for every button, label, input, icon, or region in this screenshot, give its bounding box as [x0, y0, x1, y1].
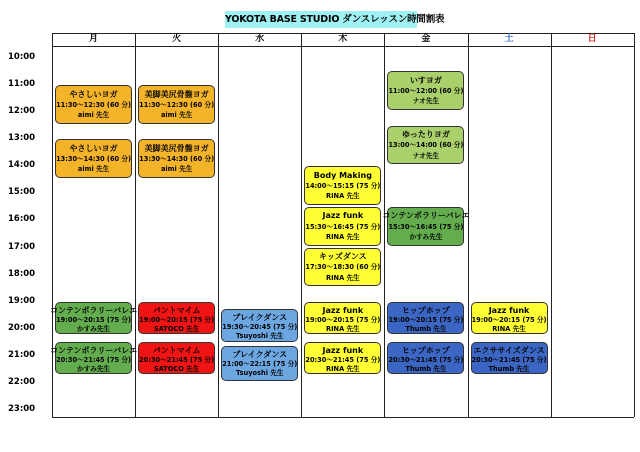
class-time: 11:30～12:30 (60 分) [56, 100, 132, 109]
class-name: ヒップホップ [402, 346, 450, 356]
class-name: ヒップホップ [402, 305, 450, 315]
grid-column-line [634, 33, 635, 417]
class-block [49, 342, 138, 374]
class-time: 19:00～20:15 (75 分) [471, 315, 547, 324]
class-block [382, 207, 470, 246]
grid-column-line [301, 33, 302, 417]
grid-header-line [52, 46, 634, 47]
class-block [304, 342, 381, 374]
class-block [138, 139, 215, 178]
class-time: 19:00～20:15 (75 分) [305, 315, 381, 324]
time-label: 21:00 [8, 349, 36, 360]
class-teacher: aimi 先生 [77, 165, 110, 174]
class-name: Jazz funk [322, 346, 364, 356]
class-time: 13:30～14:30 (60 分) [139, 154, 215, 163]
time-label: 16:00 [8, 214, 36, 225]
class-teacher: aimi 先生 [160, 165, 193, 174]
grid-column-line [135, 33, 136, 417]
class-teacher: RINA 先生 [326, 232, 360, 241]
class-time: 19:00～20:15 (75 分) [56, 315, 132, 324]
grid-column-line [551, 33, 552, 417]
class-teacher: SATOCO 先生 [153, 324, 200, 333]
time-label: 20:00 [8, 322, 36, 333]
class-name: ゆったりヨガ [401, 130, 450, 140]
class-teacher: aimi 先生 [77, 110, 110, 119]
class-time: 15:30～16:45 (75 分) [305, 222, 381, 231]
time-label: 18:00 [8, 268, 36, 279]
class-teacher: Tsuyoshi 先生 [236, 369, 284, 378]
time-label: 23:00 [8, 404, 36, 415]
grid-bottom-line [52, 417, 634, 418]
class-name: ブレイクダンス [232, 312, 288, 322]
class-time: 19:30～20:45 (75 分) [222, 322, 298, 331]
class-name: ブレイクダンス [232, 350, 288, 360]
class-teacher: Thumb 先生 [405, 324, 447, 333]
class-time: 14:00～15:15 (75 分) [305, 182, 381, 191]
class-time: 20:30～21:45 (75 分) [471, 356, 547, 365]
class-time: 19:00～20:15 (75 分) [139, 315, 215, 324]
class-name: 美脚美尻骨盤ヨガ [144, 89, 209, 99]
class-name: パントマイム [152, 346, 201, 356]
class-block [304, 207, 381, 246]
class-name: エクササイズダンス [473, 346, 545, 356]
class-time: 20:30～21:45 (75 分) [305, 356, 381, 365]
class-block [387, 126, 464, 165]
class-time: 20:30～21:45 (75 分) [56, 356, 132, 365]
time-label: 15:00 [8, 187, 36, 198]
grid-column-line [468, 33, 469, 417]
class-teacher: Tsuyoshi 先生 [236, 331, 284, 340]
class-block [387, 302, 464, 334]
grid-column-line [52, 33, 53, 417]
class-time: 17:30～18:30 (60 分) [305, 263, 381, 272]
class-teacher: RINA 先生 [326, 273, 360, 282]
class-name: Jazz funk [322, 211, 364, 221]
class-teacher: かすみ先生 [77, 324, 111, 333]
class-block [304, 302, 381, 334]
class-teacher: Thumb 先生 [405, 365, 447, 374]
class-block [138, 342, 215, 374]
day-header: 月 [89, 34, 99, 44]
class-block [387, 342, 464, 374]
day-header: 水 [255, 34, 265, 44]
class-teacher: ナオ先生 [412, 151, 440, 160]
time-label: 17:00 [8, 241, 36, 252]
grid-column-line [218, 33, 219, 417]
class-block [138, 302, 215, 334]
class-teacher: RINA 先生 [326, 365, 360, 374]
class-name: キッズダンス [319, 252, 367, 262]
class-time: 20:30～21:45 (75 分) [139, 356, 215, 365]
class-block [304, 248, 381, 287]
class-block [387, 71, 464, 110]
class-block [221, 309, 298, 342]
class-teacher: RINA 先生 [326, 324, 360, 333]
class-teacher: aimi 先生 [160, 110, 193, 119]
class-teacher: Thumb 先生 [488, 365, 530, 374]
class-time: 11:30～12:30 (60 分) [139, 100, 215, 109]
class-time: 11:00～12:00 (60 分) [388, 87, 464, 96]
class-teacher: ナオ先生 [412, 97, 440, 106]
day-header: 日 [587, 34, 597, 44]
class-teacher: RINA 先生 [492, 324, 526, 333]
class-time: 13:30～14:30 (60 分) [56, 154, 132, 163]
class-teacher: RINA 先生 [326, 192, 360, 201]
class-name: コンテンポラリーバレエ [49, 346, 138, 356]
class-block [138, 85, 215, 124]
time-label: 10:00 [8, 51, 36, 62]
class-name: コンテンポラリーバレエ [49, 305, 138, 315]
time-label: 22:00 [8, 377, 36, 388]
day-header: 土 [504, 34, 514, 44]
class-block [221, 346, 298, 381]
time-label: 19:00 [8, 295, 36, 306]
class-name: Body Making [313, 170, 372, 180]
class-block [304, 166, 381, 205]
class-time: 13:00～14:00 (60 分) [388, 141, 464, 150]
class-name: やさしいヨガ [69, 89, 118, 99]
schedule-title: YOKOTA BASE STUDIO ダンスレッスン時間割表 [225, 11, 417, 28]
class-block [55, 85, 132, 124]
class-time: 20:30～21:45 (75 分) [388, 356, 464, 365]
time-label: 12:00 [8, 106, 36, 117]
day-header: 金 [421, 34, 431, 44]
grid-column-line [384, 33, 385, 417]
class-name: パントマイム [152, 305, 201, 315]
class-teacher: SATOCO 先生 [153, 365, 200, 374]
day-header: 木 [338, 34, 348, 44]
class-name: コンテンポラリーバレエ [382, 211, 470, 221]
time-label: 11:00 [8, 78, 36, 89]
class-name: Jazz funk [322, 305, 364, 315]
time-label: 14:00 [8, 160, 36, 171]
class-block [55, 139, 132, 178]
class-block [471, 342, 548, 374]
class-time: 15:30～16:45 (75 分) [388, 222, 464, 231]
day-header: 火 [172, 34, 182, 44]
class-time: 21:00～22:15 (75 分) [222, 360, 298, 369]
class-block [471, 302, 548, 334]
class-name: いすヨガ [409, 75, 442, 85]
class-teacher: かすみ先生 [409, 232, 443, 241]
class-name: 美脚美尻骨盤ヨガ [144, 143, 209, 153]
time-label: 13:00 [8, 133, 36, 144]
class-block [49, 302, 138, 334]
class-name: やさしいヨガ [69, 143, 118, 153]
class-teacher: かすみ先生 [77, 365, 111, 374]
class-time: 19:00～20:15 (75 分) [388, 315, 464, 324]
class-name: Jazz funk [488, 305, 530, 315]
